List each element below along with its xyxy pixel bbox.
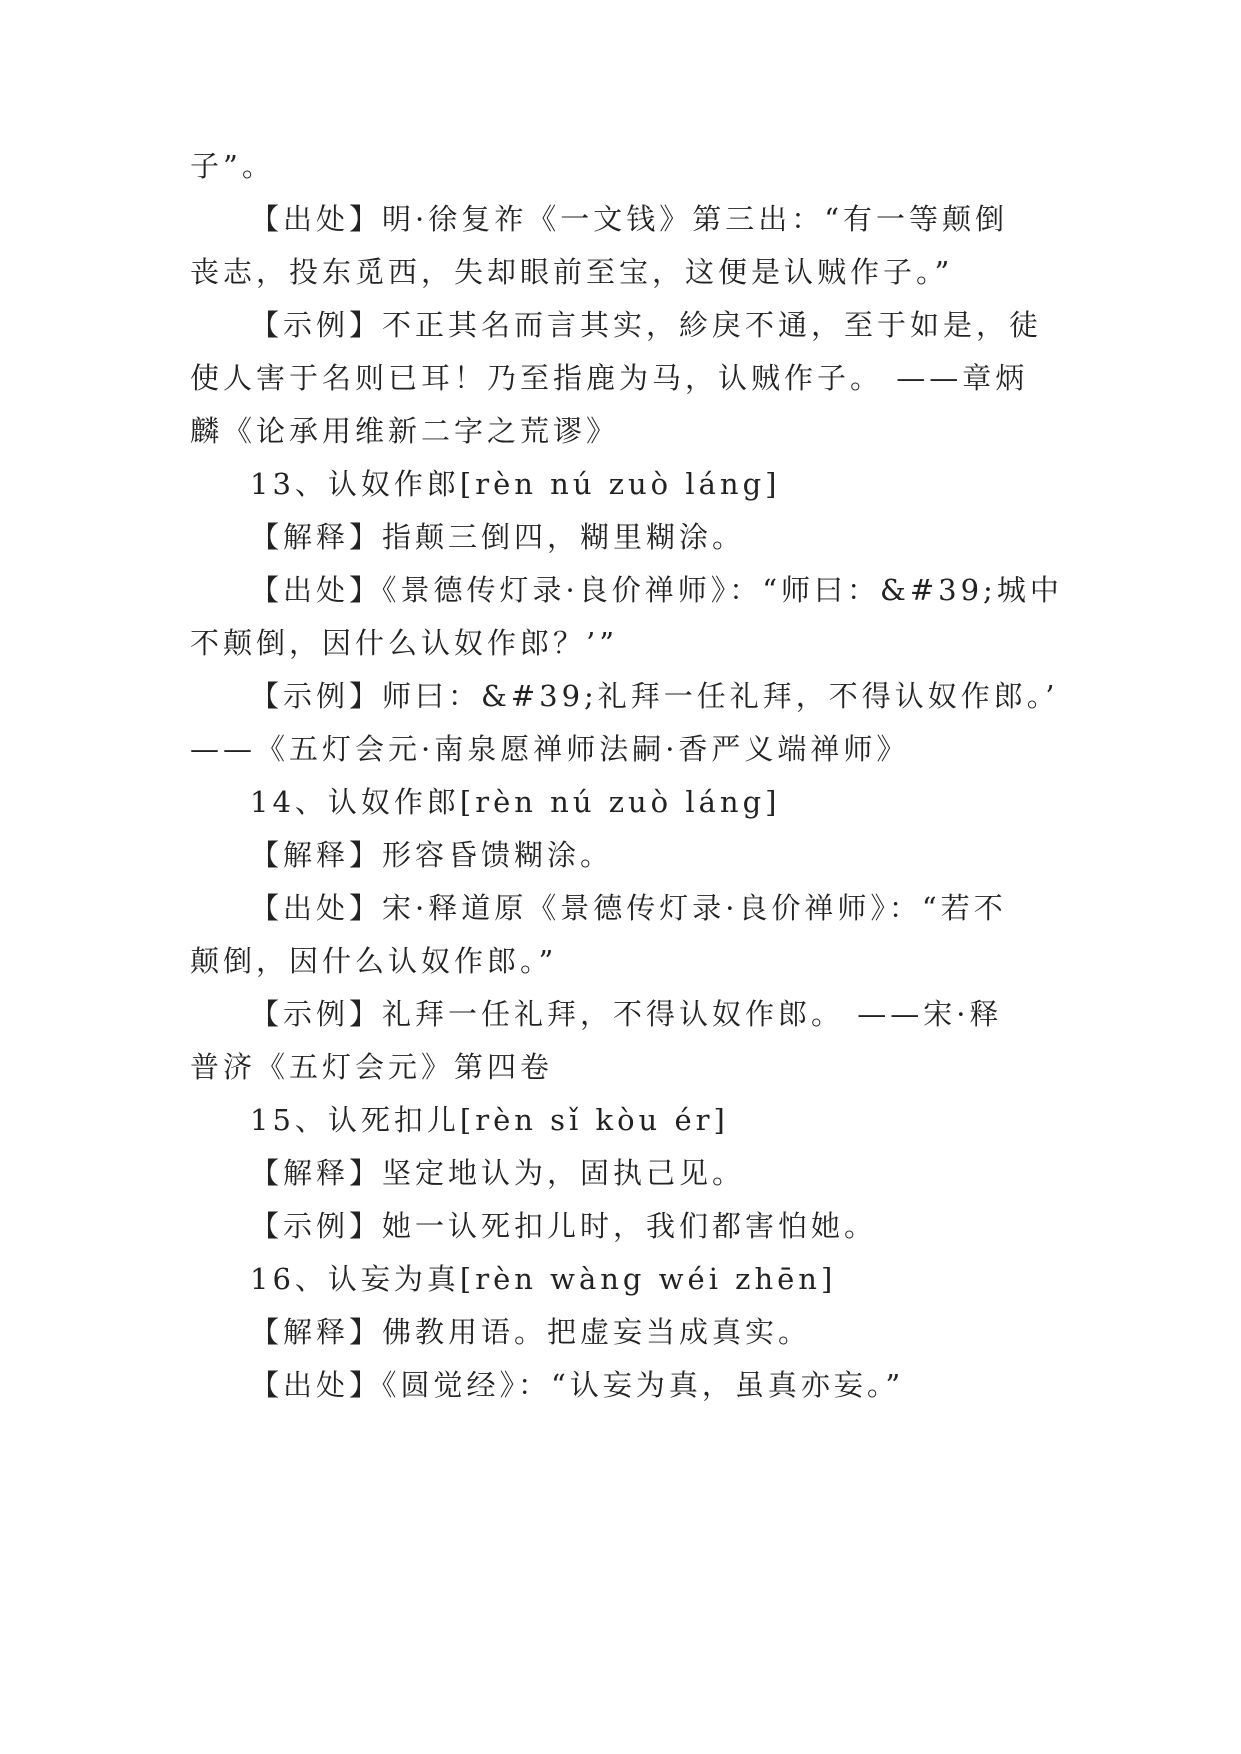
text-line-source: 【出处】明·徐复祚《一文钱》第三出：“有一等颠倒 (250, 202, 1009, 236)
text-line: 麟《论承用维新二字之荒谬》 (190, 414, 620, 448)
entry-heading-14: 14、认奴作郎[rèn nú zuò láng] (250, 785, 781, 819)
text-line: ——《五灯会元·南泉愿禅师法嗣·香严义端禅师》 (190, 732, 910, 766)
text-line-explanation: 【解释】形容昏馈糊涂。 (250, 838, 614, 872)
text-line-example: 【示例】不正其名而言其实，紾戾不通，至于如是，徒 (250, 308, 1043, 342)
text-line: 颠倒，因什么认奴作郎。” (190, 944, 558, 978)
text-line-example: 【示例】师曰：&#39;礼拜一任礼拜，不得认奴作郎。’ (250, 679, 1059, 713)
text-line-continuation: 子”。 (190, 149, 275, 183)
text-line: 丧志，投东觅西，失却眼前至宝，这便是认贼作子。” (190, 255, 954, 289)
entry-heading-13: 13、认奴作郎[rèn nú zuò láng] (250, 467, 781, 501)
entry-heading-16: 16、认妄为真[rèn wàng wéi zhēn] (250, 1262, 837, 1296)
text-line: 不颠倒，因什么认奴作郎？’” (190, 626, 619, 660)
text-line-example: 【示例】她一认死扣儿时，我们都害怕她。 (250, 1209, 878, 1243)
text-line-example: 【示例】礼拜一任礼拜，不得认奴作郎。 ——宋·释 (250, 997, 1003, 1031)
text-line-source: 【出处】宋·释道原《景德传灯录·良价禅师》：“若不 (250, 891, 1007, 925)
text-line: 使人害于名则已耳！乃至指鹿为马，认贼作子。 ——章炳 (190, 361, 1029, 395)
entry-heading-15: 15、认死扣儿[rèn sǐ kòu ér] (250, 1103, 729, 1137)
document-page (190, 0, 1070, 1754)
text-line-source: 【出处】《景德传灯录·良价禅师》：“师曰：&#39;城中 (250, 573, 1063, 607)
text-line-explanation: 【解释】指颠三倒四，糊里糊涂。 (250, 520, 746, 554)
text-line-explanation: 【解释】佛教用语。把虚妄当成真实。 (250, 1315, 812, 1349)
text-line-explanation: 【解释】坚定地认为，固执己见。 (250, 1156, 746, 1190)
text-line-source: 【出处】《圆觉经》：“认妄为真，虽真亦妄。” (250, 1368, 905, 1402)
text-line: 普济《五灯会元》第四卷 (190, 1050, 554, 1084)
